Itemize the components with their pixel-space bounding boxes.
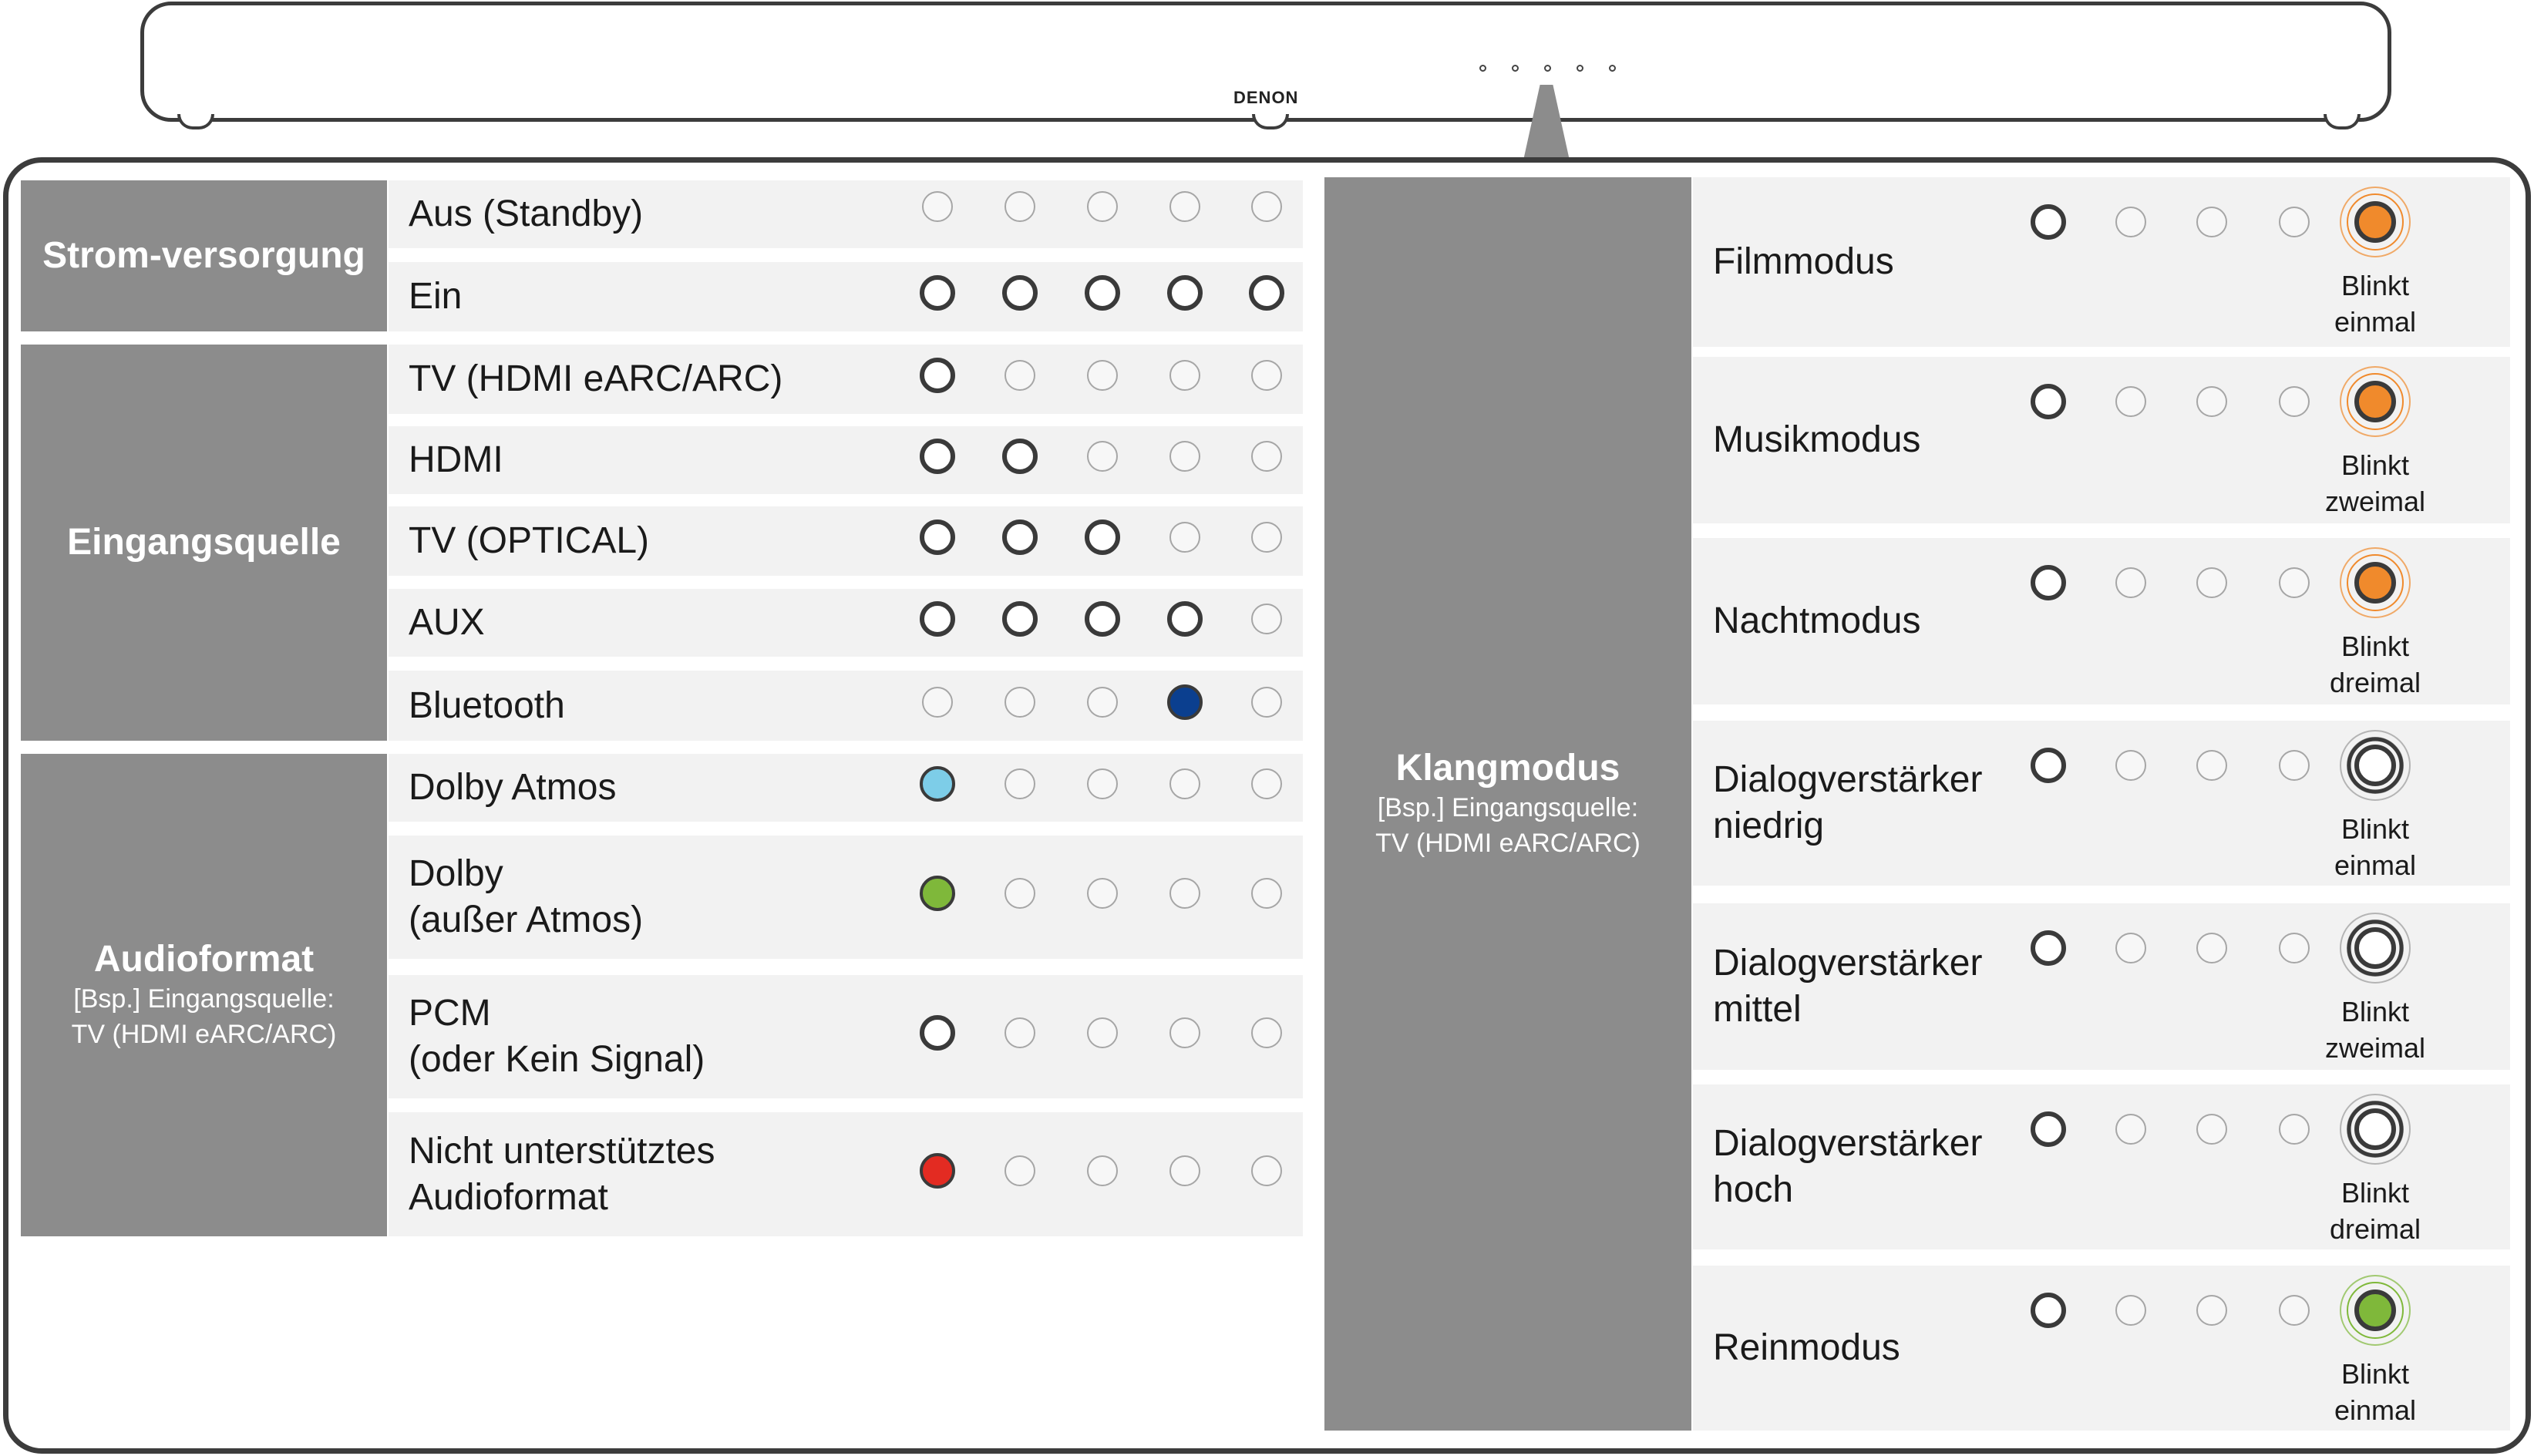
led-blue-indicator (1167, 684, 1203, 720)
indicator-row (389, 345, 1303, 414)
led-white-indicator (1002, 520, 1038, 555)
led-off-indicator (1087, 1017, 1118, 1048)
led-white-indicator (1002, 601, 1038, 637)
category-sound-mode (1324, 177, 1691, 1431)
blinking-led-icon (2337, 363, 2414, 440)
led-white-indicator (2031, 1293, 2066, 1328)
category-title: Audioformat (93, 939, 315, 980)
led-white-indicator (2031, 930, 2066, 966)
led-off-indicator (1087, 360, 1118, 391)
blink-description: Blinkt einmal (2334, 270, 2417, 338)
led-off-indicator (1087, 191, 1118, 222)
led-off-indicator (1251, 522, 1282, 553)
soundbar-led (1479, 65, 1486, 72)
led-off-indicator (1087, 441, 1118, 472)
row-label: Nachtmodus (1713, 600, 1921, 641)
led-off-indicator (2115, 1295, 2146, 1326)
indicator-row (389, 262, 1303, 331)
led-off-indicator (1251, 687, 1282, 718)
led-off-indicator (1005, 191, 1035, 222)
led-off-indicator (2115, 933, 2146, 963)
led-off-indicator (1251, 604, 1282, 634)
led-green-indicator (920, 876, 955, 911)
led-off-indicator (1005, 1155, 1035, 1186)
led-off-indicator (1251, 441, 1282, 472)
led-white-indicator (1085, 601, 1120, 637)
indicator-row (389, 754, 1303, 822)
indicator-row (389, 1112, 1303, 1236)
indicator-row (389, 975, 1303, 1098)
led-off-indicator (2196, 386, 2227, 417)
led-off-indicator (1005, 687, 1035, 718)
led-white-indicator (1085, 520, 1120, 555)
led-off-indicator (1251, 191, 1282, 222)
row-label: TV (HDMI eARC/ARC) (409, 358, 783, 399)
led-off-indicator (1169, 522, 1200, 553)
led-off-indicator (2279, 933, 2310, 963)
led-off-indicator (2115, 207, 2146, 237)
led-off-indicator (2196, 1114, 2227, 1145)
indicator-row (389, 180, 1303, 248)
led-off-indicator (2279, 567, 2310, 598)
led-off-indicator (1169, 768, 1200, 799)
led-off-indicator (1251, 768, 1282, 799)
led-off-indicator (1169, 1017, 1200, 1048)
led-white-indicator (1002, 275, 1038, 311)
led-off-indicator (1251, 1017, 1282, 1048)
led-white-indicator (2031, 204, 2066, 240)
led-off-indicator (1005, 360, 1035, 391)
led-off-indicator (2196, 933, 2227, 963)
soundbar-foot-right (2324, 114, 2361, 129)
category-subtitle: [Bsp.] Eingangsquelle: TV (HDMI eARC/ARC) (1375, 792, 1641, 858)
row-label: Aus (Standby) (409, 193, 644, 234)
indicator-row (389, 589, 1303, 657)
led-off-indicator (2279, 386, 2310, 417)
led-white-indicator (2031, 384, 2066, 419)
led-red-indicator (920, 1153, 955, 1189)
row-label: Dolby (außer Atmos) (409, 853, 644, 940)
row-label: Musikmodus (1713, 419, 1921, 460)
led-white-indicator (1249, 275, 1284, 311)
row-label: Dolby Atmos (409, 767, 617, 808)
indicator-row (389, 426, 1303, 494)
led-white-indicator (920, 439, 955, 474)
led-off-indicator (1087, 1155, 1118, 1186)
led-white-indicator (920, 1015, 955, 1051)
led-off-indicator (1005, 1017, 1035, 1048)
row-label: Dialogverstärker hoch (1713, 1123, 1983, 1210)
led-off-indicator (1005, 878, 1035, 909)
led-off-indicator (1169, 360, 1200, 391)
row-label: Nicht unterstütztes Audioformat (409, 1130, 715, 1218)
led-off-indicator (922, 687, 953, 718)
led-off-indicator (2115, 567, 2146, 598)
led-off-indicator (2279, 1295, 2310, 1326)
soundbar-led (1512, 65, 1519, 72)
category-subtitle: [Bsp.] Eingangsquelle: TV (HDMI eARC/ARC) (71, 984, 337, 1049)
row-label: Dialogverstärker niedrig (1713, 759, 1983, 846)
led-off-indicator (1087, 687, 1118, 718)
category-title: Eingangsquelle (67, 522, 341, 563)
led-off-indicator (1087, 878, 1118, 909)
indicator-row (389, 506, 1303, 576)
led-white-indicator (1085, 275, 1120, 311)
soundbar-foot-center (1252, 114, 1289, 129)
led-white-indicator (1002, 439, 1038, 474)
row-label: TV (OPTICAL) (409, 520, 650, 561)
blinking-led-icon (2337, 544, 2414, 621)
led-lightblue-indicator (920, 766, 955, 802)
led-off-indicator (1251, 1155, 1282, 1186)
row-label: Ein (409, 276, 463, 317)
indicator-row (389, 836, 1303, 959)
led-white-indicator (920, 601, 955, 637)
category-audio-format (21, 754, 387, 1236)
category-input-source (21, 345, 387, 741)
led-off-indicator (2196, 567, 2227, 598)
led-off-indicator (2196, 207, 2227, 237)
led-off-indicator (2279, 207, 2310, 237)
led-off-indicator (922, 191, 953, 222)
row-label: PCM (oder Kein Signal) (409, 993, 705, 1080)
row-label: AUX (409, 602, 485, 643)
row-label: Bluetooth (409, 684, 565, 726)
led-white-indicator (1167, 275, 1203, 311)
blink-description: Blinkt zweimal (2324, 449, 2426, 517)
row-label: Reinmodus (1713, 1327, 1900, 1368)
led-off-indicator (2279, 750, 2310, 781)
blinking-led-icon (2337, 1091, 2414, 1168)
led-off-indicator (1169, 191, 1200, 222)
led-off-indicator (2196, 1295, 2227, 1326)
soundbar-led (1577, 65, 1583, 72)
led-white-indicator (2031, 1111, 2066, 1147)
led-off-indicator (2279, 1114, 2310, 1145)
soundbar-led (1609, 65, 1616, 72)
blink-description: Blinkt zweimal (2324, 996, 2426, 1064)
led-off-indicator (1251, 878, 1282, 909)
led-off-indicator (1169, 441, 1200, 472)
brand-logo: DENON (1233, 88, 1299, 107)
category-power (21, 180, 387, 331)
led-white-indicator (920, 520, 955, 555)
blinking-led-icon (2337, 183, 2414, 261)
soundbar-led (1544, 65, 1551, 72)
led-off-indicator (1087, 768, 1118, 799)
soundbar-foot-left (177, 114, 214, 129)
blinking-led-icon (2337, 1272, 2414, 1349)
blinking-led-icon (2337, 727, 2414, 804)
led-off-indicator (1169, 1155, 1200, 1186)
category-title: Klangmodus (1395, 748, 1620, 789)
led-off-indicator (2196, 750, 2227, 781)
led-off-indicator (1251, 360, 1282, 391)
led-white-indicator (2031, 748, 2066, 783)
blinking-led-icon (2337, 910, 2414, 987)
indicator-row (389, 671, 1303, 741)
led-off-indicator (2115, 1114, 2146, 1145)
led-white-indicator (1167, 601, 1203, 637)
led-off-indicator (1005, 768, 1035, 799)
led-off-indicator (2115, 386, 2146, 417)
blink-description: Blinkt dreimal (2329, 1177, 2421, 1245)
led-off-indicator (2115, 750, 2146, 781)
row-label: Filmmodus (1713, 241, 1894, 282)
row-label: Dialogverstärker mittel (1713, 943, 1983, 1030)
row-label: HDMI (409, 439, 503, 480)
category-title: Strom-versorgung (42, 235, 365, 277)
led-white-indicator (920, 275, 955, 311)
led-off-indicator (1169, 878, 1200, 909)
led-white-indicator (920, 358, 955, 393)
blink-description: Blinkt einmal (2334, 813, 2417, 881)
blink-description: Blinkt dreimal (2329, 630, 2421, 698)
led-white-indicator (2031, 565, 2066, 600)
blink-description: Blinkt einmal (2334, 1358, 2417, 1426)
